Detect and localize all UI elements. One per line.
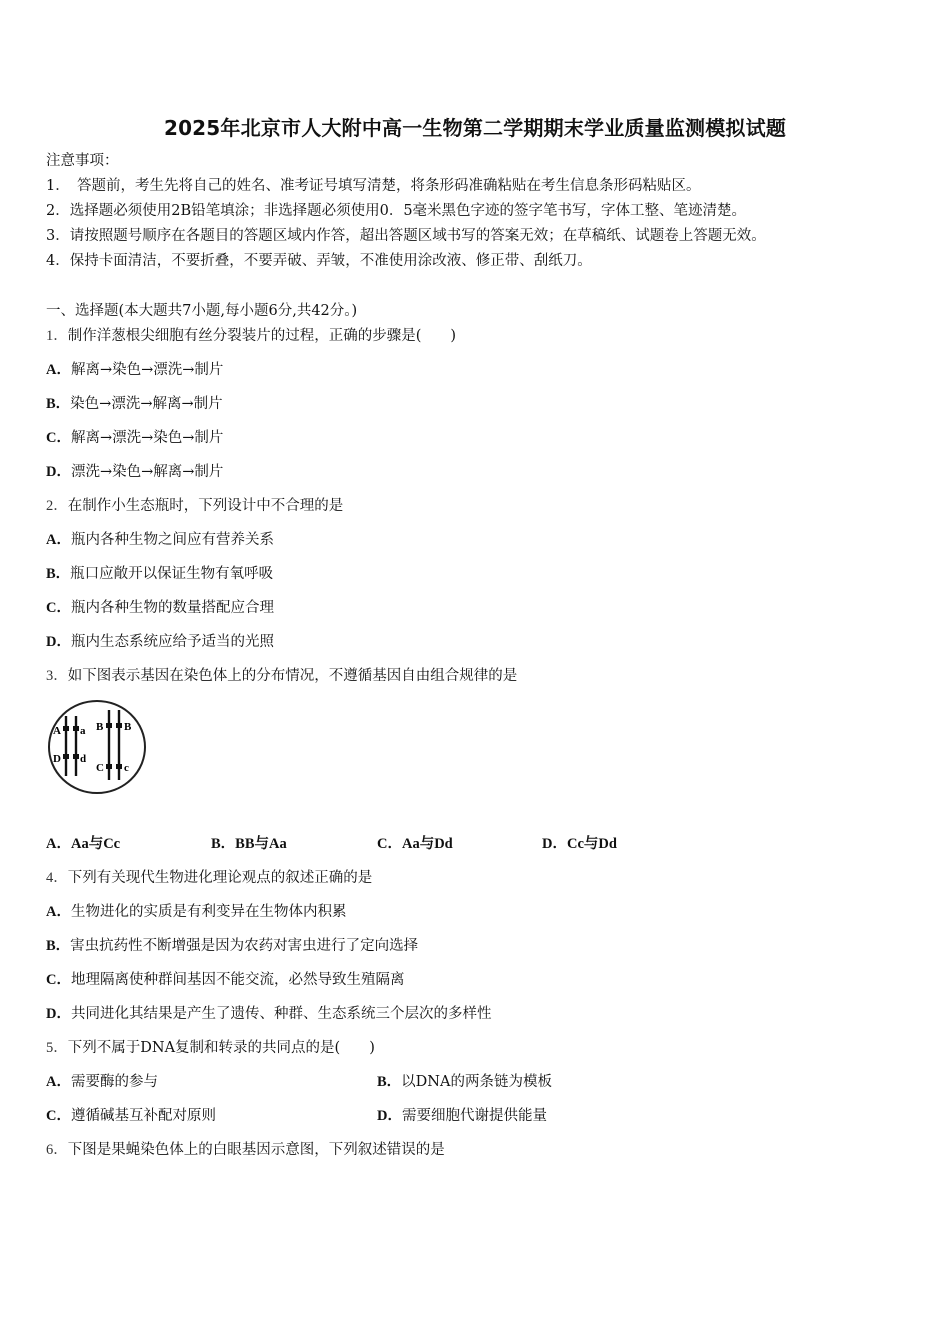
question-2 [46, 496, 343, 516]
option [377, 834, 453, 854]
option-label: B． [46, 938, 71, 954]
gene-locus [63, 754, 69, 759]
gene-locus [106, 764, 112, 769]
option-label: C． [46, 972, 71, 988]
question-number: 3． [46, 668, 68, 684]
option-label: A． [46, 836, 71, 852]
option-label: C． [377, 836, 402, 852]
option-text: 共同进化其结果是产生了遗传、种群、生态系统三个层次的多样性 [70, 1006, 492, 1022]
option-text: 染色→漂洗→解离→制片 [70, 396, 223, 412]
notice-heading: 注意事项： [46, 153, 119, 169]
question-number: 1． [46, 328, 68, 344]
option [211, 834, 287, 854]
option-text: 解离→染色→漂洗→制片 [70, 362, 224, 378]
question-6 [46, 1140, 445, 1160]
gene-label: a [80, 725, 86, 737]
option-text: 生物进化的实质是有利变异在生物体内积累 [70, 904, 347, 920]
gene-label: B [96, 721, 104, 733]
option-label: D． [46, 464, 71, 480]
option-label: D． [542, 836, 567, 852]
gene-label: A [53, 725, 61, 737]
option [46, 462, 223, 482]
option-label: A． [46, 1074, 71, 1090]
option [46, 530, 274, 550]
option [46, 1106, 216, 1126]
option-label: B． [377, 1074, 402, 1090]
gene-locus [73, 726, 79, 731]
option [542, 834, 617, 854]
question-3 [46, 666, 517, 686]
gene-locus [73, 754, 79, 759]
question-number: 4． [46, 870, 68, 886]
question-4 [46, 868, 372, 888]
option-label: C． [46, 430, 71, 446]
gene-locus [63, 726, 69, 731]
option-label: A． [46, 904, 71, 920]
question-stem: 下列有关现代生物进化理论观点的叙述正确的是 [67, 870, 373, 886]
option-label: B． [211, 836, 236, 852]
option-text: 遵循碱基互补配对原则 [70, 1108, 216, 1124]
section-heading: 一、选择题(本大题共7小题,每小题6分,共42分。) [46, 303, 358, 319]
option-text: Aa与Dd [401, 836, 453, 852]
question-number: 6． [46, 1142, 68, 1158]
option [46, 902, 346, 922]
option-text: 瓶内各种生物之间应有营养关系 [70, 532, 274, 548]
option-text: 瓶内生态系统应给予适当的光照 [70, 634, 274, 650]
option [46, 936, 418, 956]
gene-label: c [124, 762, 129, 774]
notice-item: 1． 答题前，考生先将自己的姓名、准考证号填写清楚，将条形码准确粘贴在考生信息条形码粘贴区。 [46, 178, 701, 194]
option-text: 以DNA的两条链为模板 [401, 1074, 552, 1090]
cell-outline [49, 701, 145, 793]
question-1 [46, 326, 456, 346]
question-stem: 下图是果蝇染色体上的白眼基因示意图，下列叙述错误的是 [67, 1142, 445, 1158]
option-text: 解离→漂洗→染色→制片 [70, 430, 224, 446]
option [46, 428, 223, 448]
option-text: Cc与Dd [566, 836, 617, 852]
option-label: C． [46, 1108, 71, 1124]
option-text: 地理隔离使种群间基因不能交流，必然导致生殖隔离 [70, 972, 405, 988]
option-text: 瓶口应敞开以保证生物有氧呼吸 [70, 566, 274, 582]
gene-label: D [53, 753, 61, 765]
gene-label: d [80, 753, 87, 765]
notice-item: 2．选择题必须使用2B铅笔填涂；非选择题必须使用0．5毫米黑色字迹的签字笔书写，字体工整、笔迹清楚。 [46, 203, 747, 219]
option [46, 394, 223, 414]
notice-item: 3．请按照题号顺序在各题目的答题区域内作答，超出答题区域书写的答案无效；在草稿纸、试题卷上答题无效。 [46, 228, 766, 244]
question-stem: 下列不属于DNA复制和转录的共同点的是( ) [67, 1040, 375, 1056]
option-text: BB与Aa [235, 836, 287, 852]
option-label: D． [377, 1108, 402, 1124]
option-text: Aa与Cc [70, 836, 121, 852]
option [46, 598, 274, 618]
gene-label: B [124, 721, 132, 733]
option-label: D． [46, 1006, 71, 1022]
option-text: 漂洗→染色→解离→制片 [70, 464, 224, 480]
option [377, 1072, 552, 1092]
question-5 [46, 1038, 375, 1058]
gene-locus [106, 723, 112, 728]
gene-locus [116, 764, 122, 769]
option [46, 970, 404, 990]
option-text: 需要酶的参与 [70, 1074, 158, 1090]
option-label: B． [46, 396, 71, 412]
option-label: A． [46, 532, 71, 548]
option [46, 632, 274, 652]
option [377, 1106, 547, 1126]
option-label: A． [46, 362, 71, 378]
question-stem: 如下图表示基因在染色体上的分布情况，不遵循基因自由组合规律的是 [67, 668, 518, 684]
option [46, 360, 223, 380]
option-text: 害虫抗药性不断增强是因为农药对害虫进行了定向选择 [70, 938, 419, 954]
gene-label: C [96, 762, 104, 774]
gene-locus [116, 723, 122, 728]
chromosome-diagram [46, 698, 148, 798]
option-text: 瓶内各种生物的数量搭配应合理 [70, 600, 274, 616]
question-stem: 制作洋葱根尖细胞有丝分裂装片的过程，正确的步骤是( ) [67, 328, 457, 344]
option-label: B． [46, 566, 71, 582]
page-title: 2025年北京市人大附中高一生物第二学期期末学业质量监测模拟试题 [163, 116, 787, 140]
question-number: 2． [46, 498, 68, 514]
option-text: 需要细胞代谢提供能量 [401, 1108, 547, 1124]
option [46, 564, 273, 584]
question-number: 5． [46, 1040, 68, 1056]
option-label: C． [46, 600, 71, 616]
option [46, 1004, 491, 1024]
option-label: D． [46, 634, 71, 650]
notice-item: 4．保持卡面清洁，不要折叠，不要弄破、弄皱，不准使用涂改液、修正带、刮纸刀。 [46, 253, 592, 269]
option [46, 834, 120, 854]
question-stem: 在制作小生态瓶时，下列设计中不合理的是 [67, 498, 344, 514]
option [46, 1072, 158, 1092]
